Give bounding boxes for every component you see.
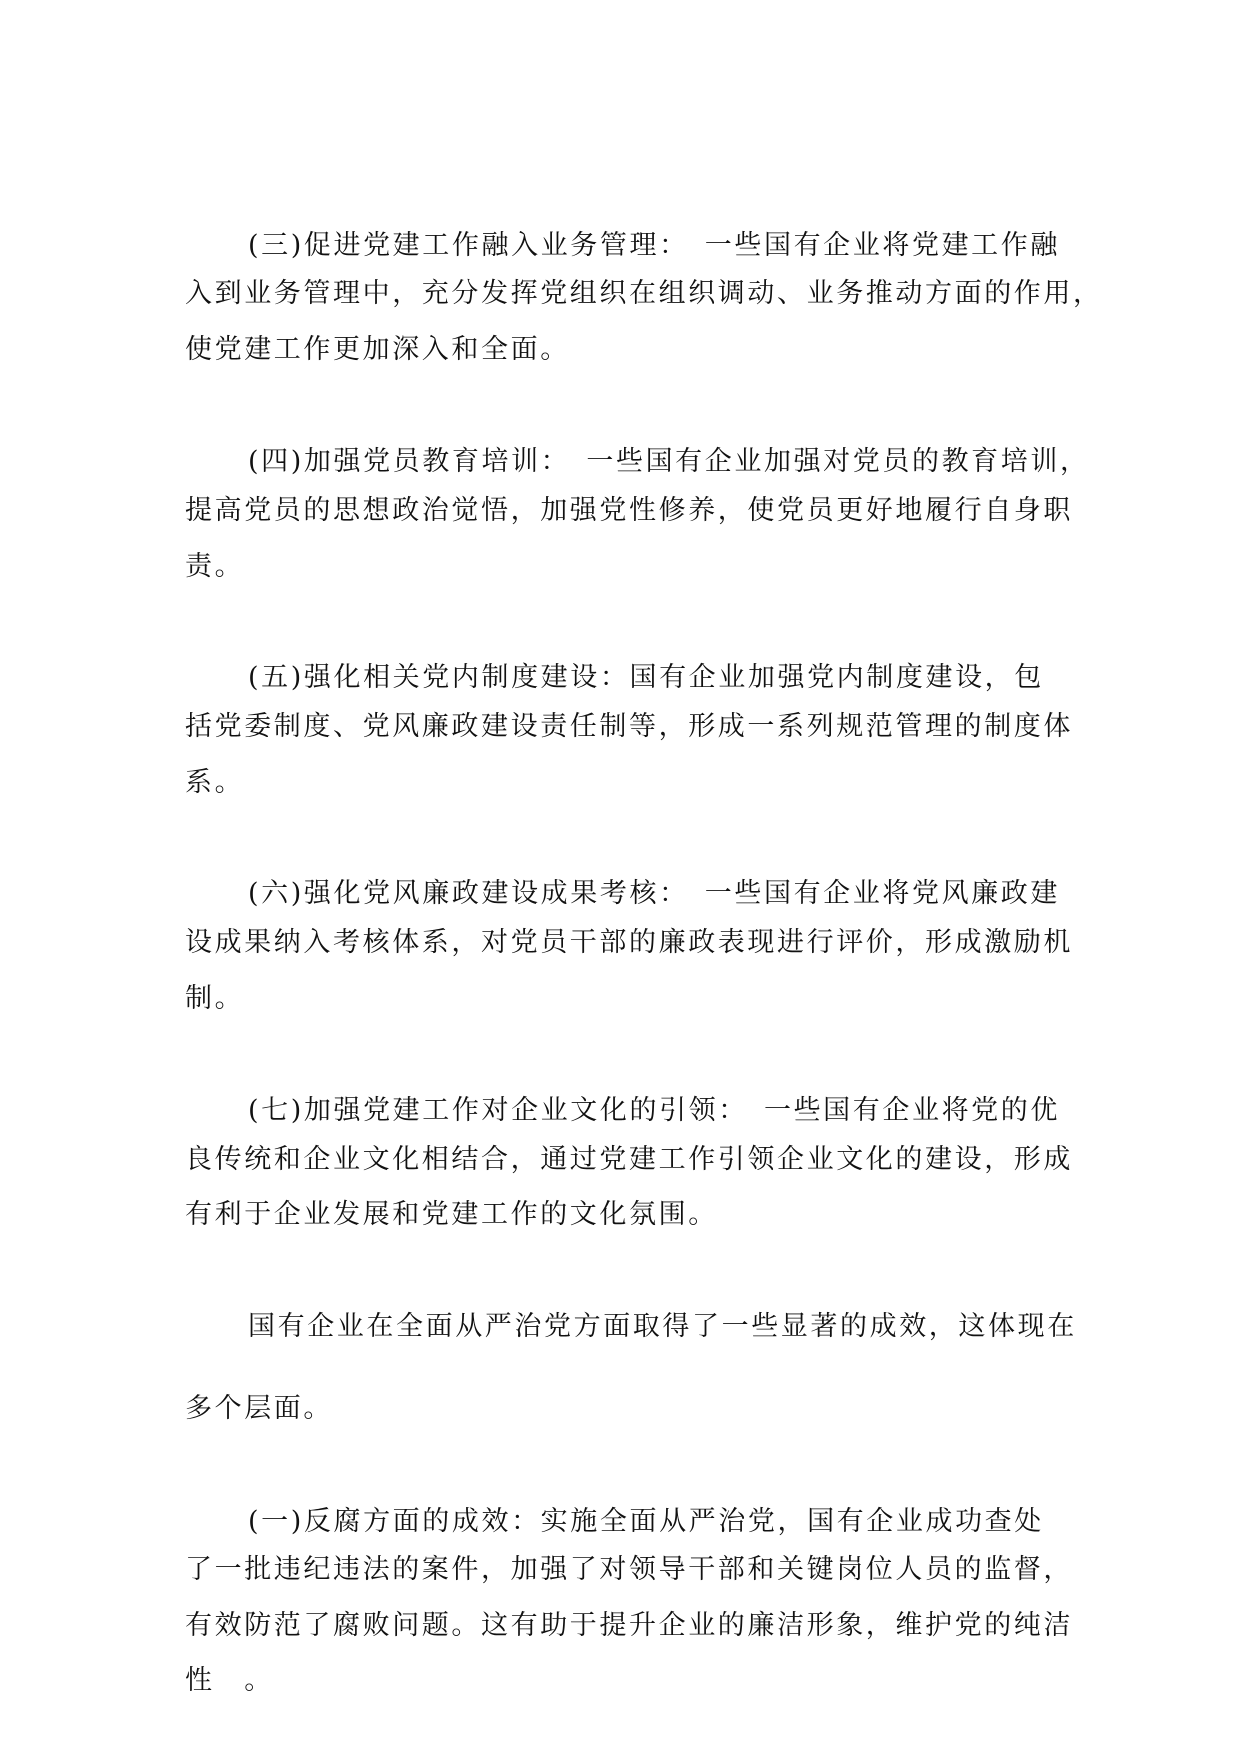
paragraph-7-line-3: 有利于企业发展和党建工作的文化氛围。: [185, 1199, 718, 1230]
paragraph-3-line-2: 入到业务管理中，充分发挥党组织在组织调动、业务推动方面的作用，: [185, 278, 1103, 309]
paragraph-3-line-1: (三)促进党建工作融入业务管理： 一些国有企业将党建工作融: [248, 230, 1060, 261]
summary-paragraph-line-1: 国有企业在全面从严治党方面取得了一些显著的成效，这体现在: [248, 1311, 1077, 1342]
paragraph-6-line-2: 设成果纳入考核体系，对党员干部的廉政表现进行评价，形成激励机: [185, 927, 1073, 958]
paragraph-5-line-2: 括党委制度、党风廉政建设责任制等，形成一系列规范管理的制度体: [185, 711, 1073, 742]
paragraph-1-line-2: 了一批违纪违法的案件，加强了对领导干部和关键岗位人员的监督，: [185, 1554, 1073, 1585]
paragraph-5-line-3: 系。: [185, 767, 245, 798]
paragraph-6-line-3: 制。: [185, 983, 245, 1014]
paragraph-6-line-1: (六)强化党风廉政建设成果考核： 一些国有企业将党风廉政建: [248, 878, 1060, 909]
paragraph-7-line-2: 良传统和企业文化相结合，通过党建工作引领企业文化的建设，形成: [185, 1144, 1073, 1175]
paragraph-5-line-1: (五)强化相关党内制度建设：国有企业加强党内制度建设，包: [248, 662, 1044, 693]
paragraph-4-line-3: 责。: [185, 551, 245, 582]
paragraph-1-line-4: 性 。: [185, 1665, 274, 1696]
paragraph-1-line-1: (一)反腐方面的成效：实施全面从严治党，国有企业成功查处: [248, 1506, 1044, 1537]
paragraph-7-line-1: (七)加强党建工作对企业文化的引领： 一些国有企业将党的优: [248, 1095, 1060, 1126]
paragraph-4-line-2: 提高党员的思想政治觉悟，加强党性修养，使党员更好地履行自身职: [185, 495, 1073, 526]
summary-paragraph-line-2: 多个层面。: [185, 1393, 333, 1424]
paragraph-4-line-1: (四)加强党员教育培训： 一些国有企业加强对党员的教育培训，: [248, 446, 1090, 477]
paragraph-1-line-3: 有效防范了腐败问题。这有助于提升企业的廉洁形象，维护党的纯洁: [185, 1610, 1073, 1641]
paragraph-3-line-3: 使党建工作更加深入和全面。: [185, 334, 570, 365]
